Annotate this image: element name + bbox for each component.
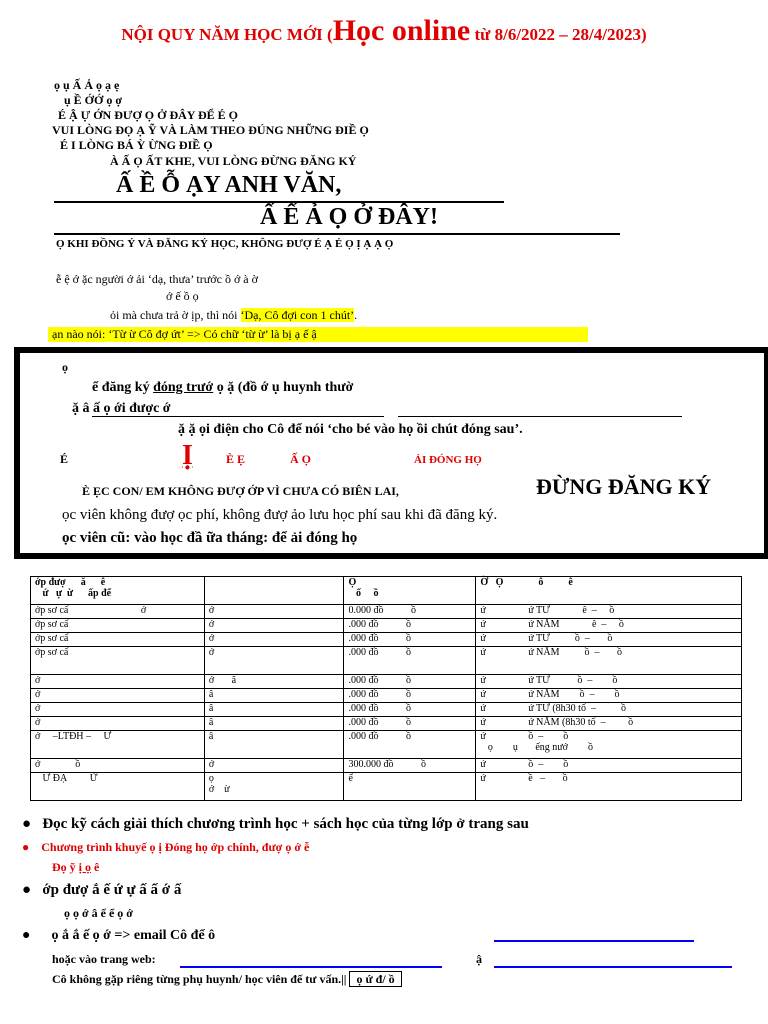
intro-line-8: ễ ệ ớ ặc người ớ ải ‘dạ, thưa’ trước ồ ớ à ờ	[56, 272, 258, 286]
bullet-4: ● ọ ắ ắ ế ọ ớ => email Cô để ô	[22, 928, 216, 943]
bullet-3: ● ớp đượ ắ ế ứ ự ấ ấ ớ ấ	[22, 882, 182, 898]
table-cell: Ư ĐẠ Ữ	[31, 773, 205, 801]
bullet-5-label: hoặc vào trang web:	[52, 952, 156, 966]
box-line-8: ọc viên cũ: vào học đầ ữa tháng: để ải đóng họ	[62, 530, 358, 546]
box-line-1: ọ	[62, 360, 68, 374]
bullet-1: ● Đọc kỹ cách giải thích chương trình học + sách học của từng lớp ở trang sau	[22, 816, 529, 832]
table-row	[31, 647, 742, 675]
box-line-2-underlined: đóng trướ	[153, 380, 214, 395]
table-row	[31, 619, 742, 633]
table-cell: .000 đồ ồ	[344, 689, 476, 703]
table-cell: ứ ứ TƯ ê – ồ	[476, 605, 742, 619]
table-row	[31, 717, 742, 731]
intro-line-11: ạn nào nói: ‘Từ ừ Cô đợ ứt’ => Có chữ ‘từ ừ’ là bị ạ ế ậ	[48, 327, 588, 342]
table-cell: ớp sơ cấ	[31, 647, 205, 675]
table-cell: ớ	[204, 633, 344, 647]
title-prefix: NỘI QUY NĂM HỌC MỚI (	[121, 25, 333, 44]
table-header-row	[31, 577, 742, 605]
box-blank-2	[398, 416, 682, 417]
intro-line-10	[110, 308, 357, 323]
table-cell: ứ ứ TƯ ồ – ồ	[476, 675, 742, 689]
contact-blank[interactable]	[494, 966, 732, 968]
box-line-2-b: ọ ặ (đồ ớ ụ huynh thườ	[213, 380, 354, 395]
bullet-1-text: Đọc kỹ cách giải thích chương trình học + sách học của từng lớp ở trang sau	[42, 816, 529, 832]
table-cell: ứ ứ NĂM ồ – ồ	[476, 647, 742, 675]
table-cell: ứ ứ NĂM (8h30 tố – ồ	[476, 717, 742, 731]
table-cell: .000 đồ ồ	[344, 619, 476, 633]
intro-big-line-2: Ấ Ế Ả Ọ Ở ĐÂY!	[260, 204, 438, 230]
table-cell: ớp sơ cấ ớ	[31, 605, 205, 619]
bullet-3-text: ớp đượ ắ ế ứ ự ấ ấ ớ ấ	[42, 882, 182, 898]
table-cell: â	[204, 703, 344, 717]
table-cell: ứ ứ TƯ (8h30 tố – ồ	[476, 703, 742, 717]
intro-line-10-text: ỏi mà chưa trả ờ ịp, thì nói	[110, 308, 241, 322]
website-blank[interactable]	[180, 966, 442, 968]
table-cell: â	[204, 717, 344, 731]
box-blank-1	[92, 416, 384, 417]
intro-line-1: ọ ụ Ấ Ả ọ ạ ẹ	[54, 78, 120, 92]
title-big: Học online	[332, 14, 471, 47]
intro-line-7: Ọ KHI ĐỒNG Ý VÀ ĐĂNG KÝ HỌC, KHÔNG ĐƯỢ É Ạ É Ọ Ị Ạ Ạ Ọ	[56, 238, 394, 250]
box-line-5b: È Ẹ	[226, 452, 246, 466]
table-cell: ớ	[204, 605, 344, 619]
bullet-3-line-2: ọ ọ ớ â ể ể ọ ớ	[64, 906, 133, 920]
table-cell: ể	[344, 773, 476, 801]
box-line-5-big: Ị	[182, 440, 193, 471]
box-line-2	[92, 380, 353, 396]
table-cell: ớ	[31, 703, 205, 717]
table-cell: .000 đồ ồ	[344, 717, 476, 731]
table-cell: Ờ Ọ ô ê	[476, 577, 742, 605]
box-line-5d: ẢI ĐÓNG HỌ	[414, 454, 482, 466]
table-row	[31, 703, 742, 717]
table-cell: â	[204, 689, 344, 703]
table-cell: ứ ề – ồ	[476, 773, 742, 801]
table-row	[31, 731, 742, 759]
table-cell	[204, 577, 344, 605]
box-line-7: ọc viên không đượ ọc phí, không đượ ảo lưu học phí sau khi đã đăng ký.	[62, 507, 498, 523]
intro-big-line-1: Ấ Ề Ỗ ẠY ANH VĂN,	[116, 172, 342, 198]
intro-line-3: É Ậ Ự ỚN ĐƯỢ Ọ Ở ĐÂY ĐỂ É Ọ	[58, 108, 238, 122]
table-cell: ứ ứ NĂM ồ – ồ	[476, 689, 742, 703]
rules-box	[14, 347, 768, 559]
page-title	[0, 14, 768, 48]
table-cell: ớ ồ	[31, 759, 205, 773]
table-cell: ứ ứ TƯ ồ – ồ	[476, 633, 742, 647]
bullet-4-text: ọ ắ ắ ế ọ ớ => email Cô để ô	[51, 928, 216, 943]
table-cell: ọ ớ ừ	[204, 773, 344, 801]
table-row	[31, 773, 742, 801]
table-cell: ớ –LTĐH – Ư	[31, 731, 205, 759]
table-row	[31, 759, 742, 773]
bullet-6	[52, 972, 402, 987]
table-cell: ớ	[204, 619, 344, 633]
bullet-6-text: Cô không gặp riêng từng phụ huynh/ học viên để tư vấn.||	[52, 972, 347, 986]
table-cell: ớ	[31, 717, 205, 731]
table-cell: â	[204, 731, 344, 759]
table-cell: ớ	[31, 675, 205, 689]
table-cell: ứ ứ NĂM ê – ồ	[476, 619, 742, 633]
table-cell: .000 đồ ồ	[344, 703, 476, 717]
table-cell: 0.000 đồ ồ	[344, 605, 476, 619]
intro-line-10-highlight: ‘Dạ, Cô đợi con 1 chút’	[240, 308, 355, 322]
table-cell: .000 đồ ồ	[344, 633, 476, 647]
bullet-6-box: ọ ứ đ/ ồ	[349, 971, 401, 987]
table-cell: Ọ ố ồ	[344, 577, 476, 605]
table-cell: .000 đồ ồ	[344, 647, 476, 675]
underline-2	[54, 233, 620, 235]
schedule-table	[30, 576, 742, 801]
table-cell: ứ ồ – ồ ọ ụ ếng nướ ồ	[476, 731, 742, 759]
table-cell: .000 đồ ồ	[344, 675, 476, 689]
intro-line-9: ớ ế ồ ọ	[166, 289, 199, 303]
intro-line-4: VUI LÒNG ĐỌ Ạ Ỹ VÀ LÀM THEO ĐÚNG NHỮNG ĐIỀ Ọ	[52, 123, 369, 137]
bullet-2-line-2	[52, 860, 99, 875]
bullet-2: ● Chương trình khuyế ọ ị Đóng họ ớp chính, đượ ọ ớ ễ	[22, 840, 310, 854]
box-line-4: ặ ặ ọi điện cho Cô để nói ‘cho bé vào họ ồi chút đóng sau’.	[178, 422, 523, 437]
box-line-3: ặ â ấ ọ ới được ớ	[72, 401, 171, 416]
table-row	[31, 605, 742, 619]
intro-line-5: É I LÒNG BÁ Ỳ ỪNG ĐIỀ Ọ	[60, 138, 213, 152]
box-line-5c: Ấ Ọ	[290, 452, 311, 466]
intro-line-2: ụ Ề ỚỚ ọ ợ	[64, 93, 122, 107]
table-cell: 300.000 đồ ồ	[344, 759, 476, 773]
table-row	[31, 675, 742, 689]
table-row	[31, 633, 742, 647]
table-cell: ớ ã	[204, 675, 344, 689]
bullet-2-prefix: Đọ ỹ	[52, 860, 79, 874]
table-cell: .000 đồ ồ	[344, 731, 476, 759]
intro-line-10-end: .	[354, 308, 358, 322]
email-blank[interactable]	[494, 940, 694, 942]
table-cell: ớ	[204, 647, 344, 675]
bullet-2-underlined: ị ọ	[78, 860, 92, 874]
box-line-2-a: ể đăng ký	[92, 380, 154, 395]
title-suffix: từ 8/6/2022 – 28/4/2023)	[470, 25, 647, 44]
intro-line-6: À Ấ Ọ ẤT KHE, VUI LÒNG ĐỪNG ĐĂNG KÝ	[110, 154, 357, 168]
table-cell: ớp sơ cấ	[31, 633, 205, 647]
table-cell: ớp sơ cấ	[31, 619, 205, 633]
box-line-5a: É	[60, 452, 69, 466]
table-cell: ớp đượ ă ê ứ ự ừ ấp để	[31, 577, 205, 605]
table-cell: ớ	[31, 689, 205, 703]
table-row	[31, 689, 742, 703]
bullet-2-suffix: ê	[91, 860, 100, 874]
underline-1	[54, 201, 504, 203]
box-line-6: È ẸC CON/ EM KHÔNG ĐƯỢ ỚP VÌ CHƯA CÓ BIÊN LAI,	[82, 484, 399, 498]
box-dont-register: ĐỪNG ĐĂNG KÝ	[536, 474, 712, 499]
bullet-2-text: Chương trình khuyế ọ ị Đóng họ ớp chính, đượ ọ ớ ễ	[41, 840, 310, 854]
table-cell: ớ	[204, 759, 344, 773]
bullet-5-b: ậ	[476, 952, 482, 966]
table-cell: ứ ồ – ồ	[476, 759, 742, 773]
